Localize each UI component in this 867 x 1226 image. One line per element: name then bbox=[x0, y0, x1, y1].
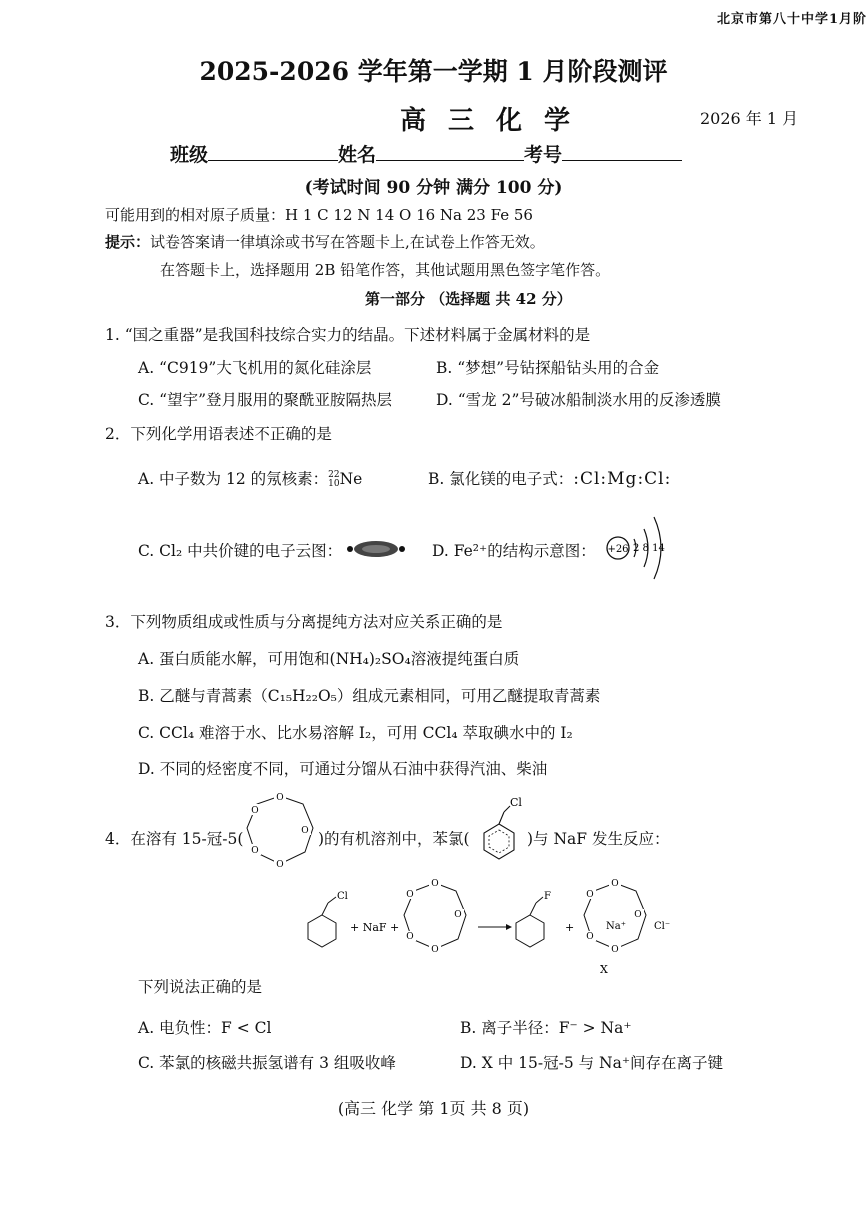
oxygen-atom: O bbox=[406, 932, 414, 942]
benzyl-chloride-structure bbox=[474, 792, 524, 867]
id-field[interactable] bbox=[562, 142, 682, 161]
q2-stem: 2．下列化学用语表述不正确的是 bbox=[105, 425, 332, 443]
reaction-equation bbox=[300, 875, 700, 975]
q4-option-c: C. 苯氯的核磁共振氢谱有 3 组吸收峰 bbox=[138, 1054, 396, 1072]
q4-stem-part2: )的有机溶剂中，苯氯( bbox=[318, 830, 470, 848]
oxygen-atom: O bbox=[301, 826, 309, 836]
nuclide-numbers bbox=[328, 471, 339, 489]
crown-complex-x bbox=[584, 878, 646, 955]
electron-formula: :Cl:Mg:Cl: bbox=[573, 469, 672, 489]
q1-option-c: C. “望宇”登月服用的聚酰亚胺隔热层 bbox=[138, 391, 393, 409]
product-x-label: X bbox=[600, 963, 608, 975]
q2-option-b-text: B. 氯化镁的电子式： bbox=[428, 470, 574, 488]
q4-option-d: D. X 中 15-冠-5 与 Na⁺间存在离子键 bbox=[460, 1054, 724, 1072]
oxygen-atom: O bbox=[251, 806, 259, 816]
name-label: 姓名 bbox=[338, 144, 377, 166]
school-corner-label: 北京市第八十中学1月阶 bbox=[716, 12, 867, 27]
q1-option-a: A. “C919”大飞机用的氮化硅涂层 bbox=[138, 359, 372, 377]
q4-option-b: B. 离子半径：F⁻ > Na⁺ bbox=[460, 1019, 632, 1037]
oxygen-atom: O bbox=[406, 890, 414, 900]
tip-text-1: 试卷答案请一律填涂或书写在答题卡上,在试卷上作答无效。 bbox=[150, 233, 545, 251]
class-label: 班级 bbox=[170, 144, 209, 166]
oxygen-atom: O bbox=[276, 793, 284, 803]
oxygen-atom: O bbox=[611, 945, 619, 955]
q2-option-c-text: C. Cl₂ 中共价键的电子云图： bbox=[138, 542, 343, 560]
oxygen-atom: O bbox=[251, 846, 259, 856]
chlorine-atom: Cl bbox=[337, 891, 348, 902]
q2-option-d bbox=[432, 539, 596, 561]
oxygen-atom: O bbox=[586, 932, 594, 942]
q2-option-c bbox=[138, 539, 342, 561]
fe-ion-structure-diagram bbox=[600, 505, 680, 595]
oxygen-atom: O bbox=[454, 910, 462, 920]
sodium-ion: Na⁺ bbox=[606, 921, 626, 932]
q1-stem: 1. “国之重器”是我国科技综合实力的结晶。下述材料属于金属材料的是 bbox=[105, 326, 591, 344]
benzyl-chloride-reactant bbox=[308, 891, 348, 947]
oxygen-atom: O bbox=[586, 890, 594, 900]
electron-cloud-diagram bbox=[344, 538, 408, 560]
chloride-ion: Cl⁻ bbox=[654, 921, 671, 932]
oxygen-atom: O bbox=[611, 879, 619, 889]
q2-option-a bbox=[138, 467, 362, 489]
atomic-number: 10 bbox=[328, 479, 340, 489]
tip-line-2: 在答题卡上，选择题用 2B 铅笔作答，其他试题用黑色签字笔作答。 bbox=[160, 261, 611, 279]
q1-option-d: D. “雪龙 2”号破冰船制淡水用的反渗透膜 bbox=[436, 391, 721, 409]
chlorine-atom: Cl bbox=[510, 796, 522, 809]
q3-option-c: C. CCl₄ 难溶于水、比水易溶解 I₂，可用 CCl₄ 萃取碘水中的 I₂ bbox=[138, 724, 573, 742]
nuclide-symbol: Ne bbox=[339, 470, 363, 488]
tip-label: 提示： bbox=[105, 233, 151, 251]
q2-option-b bbox=[428, 467, 671, 489]
q1-option-b: B. “梦想”号钻探船钻头用的合金 bbox=[436, 359, 660, 377]
oxygen-atom: O bbox=[634, 910, 642, 920]
q2-option-d-text: D. Fe²⁺的结构示意图： bbox=[432, 542, 596, 560]
name-field[interactable] bbox=[376, 142, 524, 161]
page-footer: (高三 化学 第 1页 共 8 页) bbox=[337, 1099, 530, 1118]
student-info-fields bbox=[170, 140, 682, 167]
q3-option-b: B. 乙醚与青蒿素（C₁₅H₂₂O₅）组成元素相同，可用乙醚提取青蒿素 bbox=[138, 687, 601, 705]
plus-naf-label: + NaF + bbox=[350, 921, 400, 934]
q2-option-a-text: A. 中子数为 12 的氖核素： bbox=[138, 470, 329, 488]
tip-line-1 bbox=[105, 231, 545, 252]
q4-stem-part3: )与 NaF 发生反应： bbox=[527, 830, 670, 848]
id-label: 考号 bbox=[524, 144, 563, 166]
atomic-mass-line: 可能用到的相对原子质量：H 1 C 12 N 14 O 16 Na 23 Fe 56 bbox=[105, 206, 533, 224]
section-title: 第一部分 （选择题 共 42 分） bbox=[365, 290, 572, 308]
nucleus-charge: +26 bbox=[607, 544, 629, 555]
oxygen-atom: O bbox=[431, 879, 439, 889]
q4-question: 下列说法正确的是 bbox=[138, 978, 263, 996]
subject-title: 高三化学 bbox=[400, 106, 593, 136]
exam-date: 2026 年 1 月 bbox=[700, 109, 799, 128]
oxygen-atom: O bbox=[431, 945, 439, 955]
oxygen-atom: O bbox=[276, 860, 284, 870]
q3-option-a: A. 蛋白质能水解，可用饱和(NH₄)₂SO₄溶液提纯蛋白质 bbox=[138, 650, 520, 668]
q4-stem-part1: 4．在溶有 15-冠-5( bbox=[105, 830, 244, 848]
class-field[interactable] bbox=[208, 142, 338, 161]
q3-option-d: D. 不同的烃密度不同，可通过分馏从石油中获得汽油、柴油 bbox=[138, 760, 548, 778]
exam-title: 2025-2026 学年第一学期 1 月阶段测评 bbox=[199, 57, 668, 86]
fluorine-atom: F bbox=[544, 891, 551, 902]
crown-ether-reactant bbox=[404, 878, 466, 955]
mass-number: 22 bbox=[328, 470, 340, 480]
time-info: (考试时间 90 分钟 满分 100 分) bbox=[304, 178, 563, 198]
crown-ether-structure bbox=[243, 790, 317, 872]
shell-electrons: 2 8 14 bbox=[633, 543, 665, 554]
plus-sign: + bbox=[565, 921, 575, 934]
q4-option-a: A. 电负性：F < Cl bbox=[138, 1019, 272, 1037]
q3-stem: 3．下列物质组成或性质与分离提纯方法对应关系正确的是 bbox=[105, 613, 503, 631]
benzyl-fluoride-product bbox=[516, 891, 551, 947]
